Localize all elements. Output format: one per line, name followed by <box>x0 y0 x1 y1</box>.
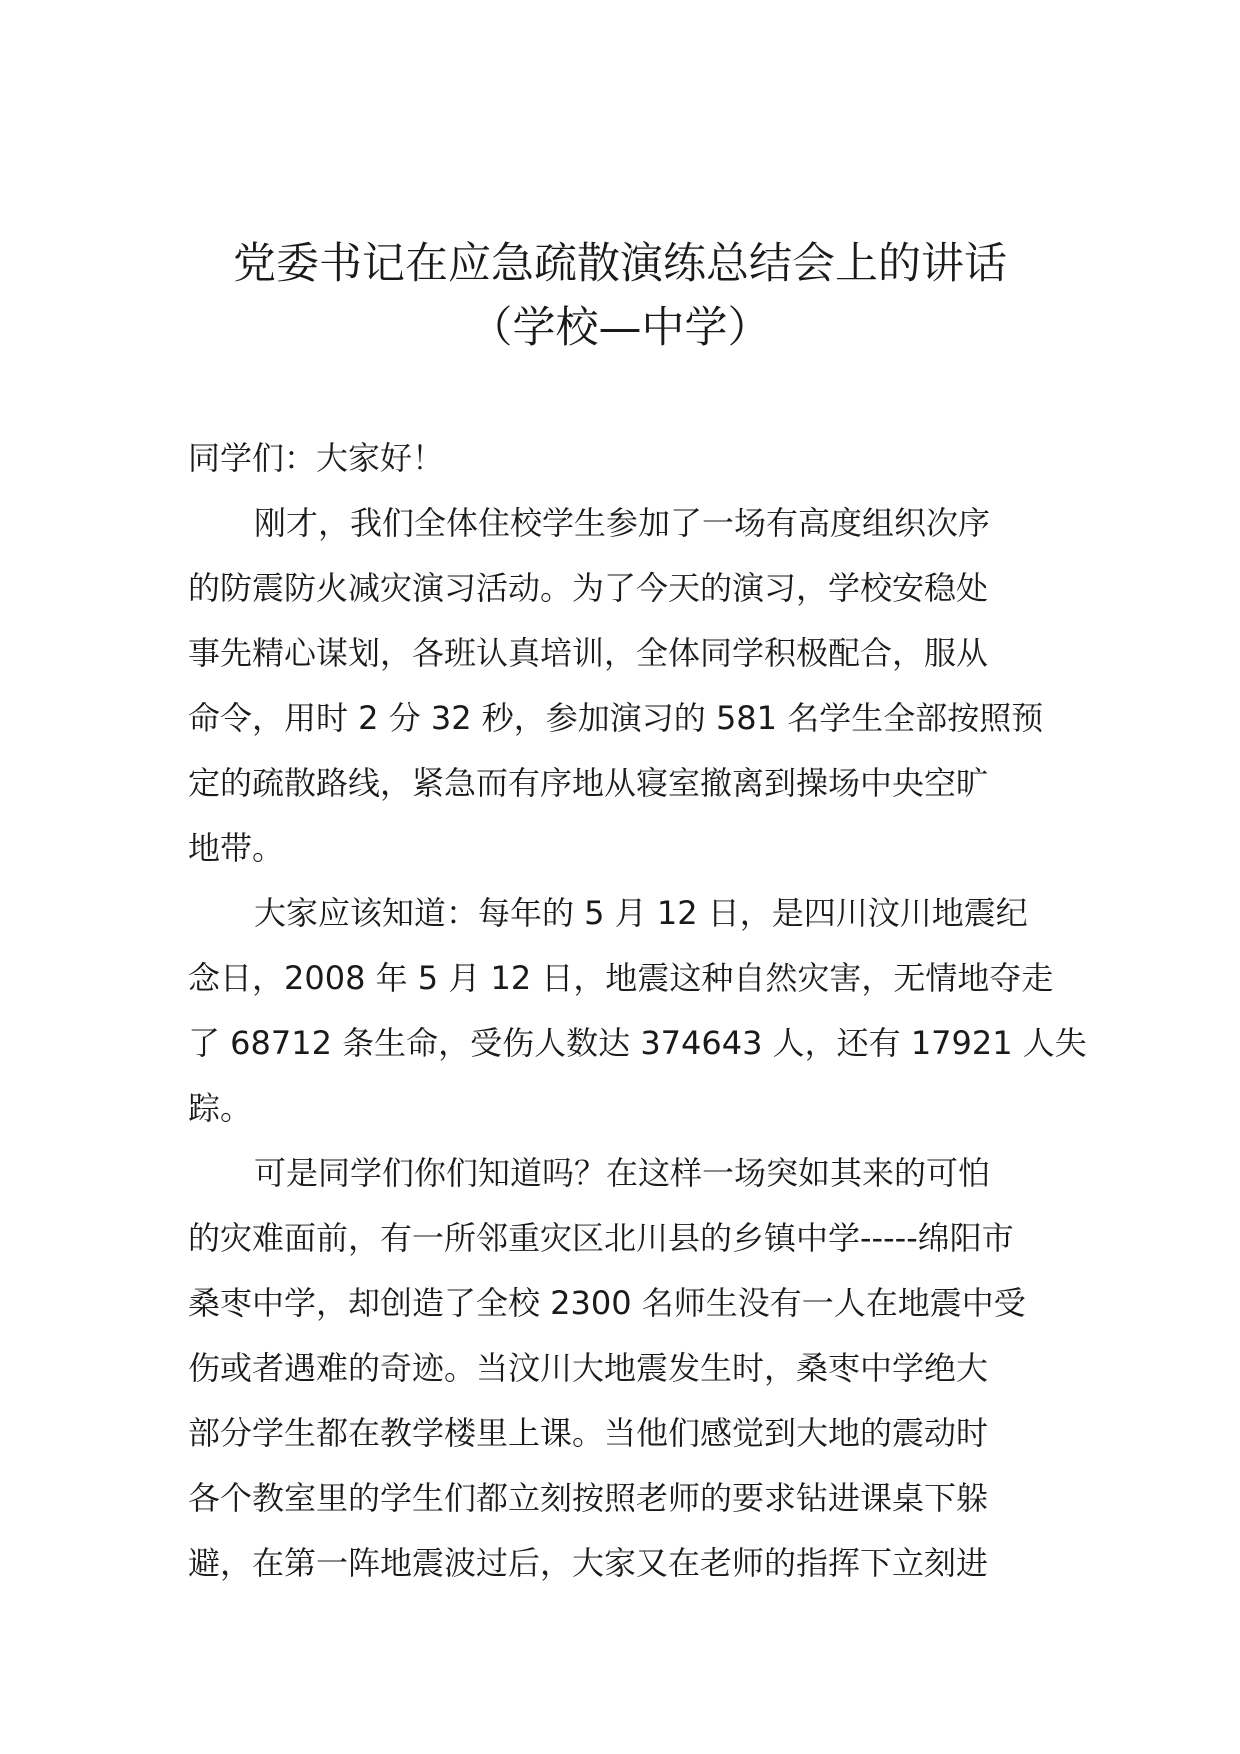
paragraph-line: 地带。 <box>188 829 285 867</box>
paragraph-line: 各个教室里的学生们都立刻按照老师的要求钻进课桌下躲 <box>188 1479 989 1517</box>
paragraph-line: 部分学生都在教学楼里上课。当他们感觉到大地的震动时 <box>188 1414 989 1452</box>
title-line-2: （学校—中学） <box>469 303 771 353</box>
paragraph-line: 命令，用时 2 分 32 秒，参加演习的 581 名学生全部按照预 <box>188 699 1044 737</box>
paragraph-line: 避，在第一阵地震波过后，大家又在老师的指挥下立刻进 <box>188 1544 989 1582</box>
paragraph-line: 可是同学们你们知道吗？在这样一场突如其来的可怕 <box>254 1154 991 1192</box>
paragraph-1 <box>188 491 1064 881</box>
paragraph-line: 的防震防火减灾演习活动。为了今天的演习，学校安稳处 <box>188 569 989 607</box>
greeting: 同学们：大家好！ <box>188 439 445 477</box>
paragraph-line: 事先精心谋划，各班认真培训，全体同学积极配合，服从 <box>188 634 989 672</box>
paragraph-line: 的灾难面前，有一所邻重灾区北川县的乡镇中学-----绵阳市 <box>188 1219 1014 1257</box>
document-title <box>0 232 1240 360</box>
paragraph-line: 伤或者遇难的奇迹。当汶川大地震发生时，桑枣中学绝大 <box>188 1349 989 1387</box>
paragraph-line: 桑枣中学，却创造了全校 2300 名师生没有一人在地震中受 <box>188 1284 1026 1322</box>
paragraph-line: 了 68712 条生命，受伤人数达 374643 人，还有 17921 人失 <box>188 1024 1087 1062</box>
document-body <box>188 426 1087 1596</box>
paragraph-line: 念日，2008 年 5 月 12 日，地震这种自然灾害，无情地夺走 <box>188 959 1054 997</box>
paragraph-line: 刚才，我们全体住校学生参加了一场有高度组织次序 <box>254 504 991 542</box>
paragraph-line: 踪。 <box>188 1089 253 1127</box>
paragraph-line: 大家应该知道：每年的 5 月 12 日，是四川汶川地震纪 <box>254 894 1028 932</box>
paragraph-3 <box>188 1141 1064 1596</box>
paragraph-line: 定的疏散路线，紧急而有序地从寝室撤离到操场中央空旷 <box>188 764 989 802</box>
paragraph-2 <box>188 881 1087 1141</box>
title-line-1: 党委书记在应急疏散演练总结会上的讲话 <box>233 239 1007 289</box>
